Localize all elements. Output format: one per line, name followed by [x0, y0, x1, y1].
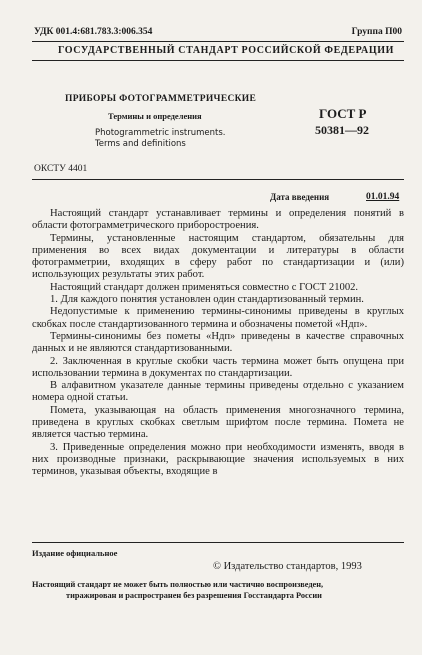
- copyright-notice: © Издательство стандартов, 1993: [213, 561, 362, 572]
- footer-rule: [32, 542, 404, 543]
- paragraph: Настоящий стандарт должен применяться совместно с ГОСТ 21002.: [50, 281, 359, 293]
- paragraph: Помета, указывающая на область применения многозначного термина, приведена в круглых скобках светлым шрифтом после термина. Помета не является частью термина.: [32, 404, 404, 441]
- english-subtitle: Terms and definitions: [95, 139, 186, 149]
- document-title: ПРИБОРЫ ФОТОГРАММЕТРИЧЕСКИЕ: [65, 94, 257, 104]
- gost-number: 50381—92: [315, 123, 369, 137]
- gost-label: ГОСТ Р: [319, 106, 367, 121]
- group-code: Группа П00: [351, 27, 402, 37]
- okstu-rule: [32, 179, 404, 180]
- intro-date-label: Дата введения: [270, 192, 330, 202]
- document-subtitle: Термины и определения: [108, 111, 202, 121]
- okstu-code: ОКСТУ 4401: [34, 164, 88, 174]
- english-title: Photogrammetric instruments.: [95, 128, 226, 138]
- edition-label: Издание официальное: [32, 548, 118, 558]
- paragraph: Термины, установленные настоящим стандартом, обязательны для применения во всех видах документации и литературы в области фотограмметрии, входящих в сферу работ по стандартизации и (или) использующих результаты этих работ.: [32, 232, 404, 281]
- paragraph: 3. Приведенные определения можно при необходимости изменять, вводя в них производные признаки, раскрывающие значения используемых в них терминов, указывая объекты, входящие в: [32, 441, 404, 478]
- paragraph: Настоящий стандарт устанавливает термины и определения понятий в области фотограмметрического приборостроения.: [32, 208, 404, 232]
- paragraph: В алфавитном указателе данные термины приведены отдельно с указанием номера одной статьи.: [32, 380, 404, 404]
- paragraph: Недопустимые к применению термины-синонимы приведены в круглых скобках после стандартизованного термина и обозначены пометой «Ндп».: [32, 306, 404, 330]
- reproduction-notice-line-2: тиражирован и распространен без разрешения Госстандарта России: [66, 591, 322, 600]
- state-standard-heading: ГОСУДАРСТВЕННЫЙ СТАНДАРТ РОССИЙСКОЙ ФЕДЕРАЦИИ: [58, 45, 394, 56]
- header-rule-bottom: [32, 60, 404, 61]
- paragraph: 2. Заключенная в круглые скобки часть термина может быть опущена при использовании термина в документах по стандартизации.: [32, 355, 404, 379]
- reproduction-notice-line-1: Настоящий стандарт не может быть полностью или частично воспроизведен,: [32, 580, 324, 589]
- body-text: [32, 208, 404, 479]
- paragraph: 1. Для каждого понятия установлен один стандартизованный термин.: [50, 294, 364, 306]
- paragraph: Термины-синонимы без пометы «Ндп» приведены в качестве справочных данных и не являются стандартизованными.: [32, 330, 404, 355]
- intro-date-value: 01.01.94: [366, 192, 400, 202]
- header-rule-top: [32, 41, 404, 42]
- udk-code: УДК 001.4:681.783.3:006.354: [34, 27, 153, 37]
